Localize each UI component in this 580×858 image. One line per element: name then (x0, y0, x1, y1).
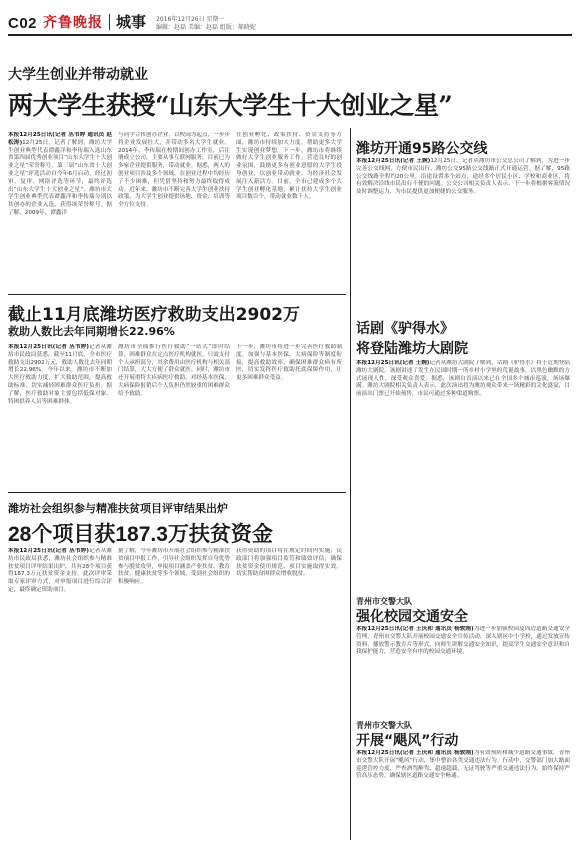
story2-col2 (118, 344, 230, 486)
story3-col1 (8, 548, 112, 688)
side4-headline: 开展“飓风”行动 (356, 733, 459, 749)
story2-rule (8, 294, 346, 295)
side1-headline: 潍坊开通95路公交线 (356, 141, 488, 157)
masthead-divider (109, 14, 110, 30)
side3-kicker: 青州市交警大队 (356, 597, 412, 606)
story3-kicker: 潍坊社会组织参与精准扶贫项目评审结果出炉 (8, 502, 228, 515)
bottom-margin (0, 845, 580, 858)
side3-byline: 本报12月25日讯(记者 王庆和 通讯员 杨敦刚) (356, 626, 474, 632)
column-divider (350, 128, 351, 840)
side2-body (356, 360, 570, 592)
side2-headline-line2: 将登陆潍坊大剧院 (356, 341, 468, 357)
main-story-text-1: 12月25日，记者了解到，潍坊大学生创业典型代表谭鑫洋和李传瑞入选山东省第四届优秀创业项目“山东大学生十大创业之星”荣誉称号。第三届“山东省十大创业之星”评选活动自今年6月启动，经过初审、复审、网络评选等环节，最终评选出“山东大学生十大创业之星”。潍坊市大学生创业典型代表谭鑫洋和李传瑞分别以其创办的企业入选，获得该荣誉称号。据了解，2009年，谭鑫洋 (8, 139, 112, 216)
edition-info (156, 16, 256, 32)
main-story-headline: 两大学生获授“山东大学生十大创业之星” (8, 91, 453, 120)
story3-headline: 28个项目获187.3万扶贫资金 (8, 523, 273, 546)
main-story-text-3: 在创业孵化、政策扶持、资金支持等方面，潍坊市持续加大力度，帮助更多大学生实现创业梦想。下一步，潍坊市将继续做好大学生创业服务工作，营造良好的创业氛围，鼓励更多有创业意愿的大学生投身创业，以创业带动就业，为经济社会发展注入新活力。目前，全市已建成多个大学生创业孵化基地，累计扶持大学生创业项目数百个，带动就业数千人。 (236, 132, 342, 201)
side1-text: 12月25日，记者从潍坊市公交总公司了解到，为进一步完善公交线网，方便市民出行，潍坊公交95路公交线路正式开通运营。据了解，95路公交线路全程约20公里，沿途设置多个站点，途经多个居民小区、学校和商业区，将有效解决沿线市民出行不便的问题。公交公司相关负责人表示，下一步将根据客流情况及时调整运力，为市民提供更加便捷的公交服务。 (356, 158, 570, 196)
side1-byline: 本报12月25日讯(记者 王婉) (356, 158, 431, 164)
story2-headline: 截止11月底潍坊医疗救助支出2902万 (8, 305, 300, 325)
story2-text-1: 记者从潍坊市民政局获悉，截至11月底，全市医疗救助支出2902万元，救助人数比去年同期增长22.96%。今年以来，潍坊市不断加大医疗救助力度，扩大救助范围，提高救助标准，切实减轻困难群众医疗负担。据了解，医疗救助对象主要包括低保对象、特困供养人员等困难群体。 (8, 344, 112, 405)
edition-credits: 编辑：赵磊 美编：赵磊 组版：郝晓妮 (156, 24, 256, 31)
side4-byline: 本报12月25日讯(记者 王庆和 通讯员 杨敦刚) (356, 750, 474, 756)
story2-subheadline: 救助人数比去年同期增长22.96% (8, 325, 175, 338)
page-code: C02 (8, 15, 38, 32)
side3-body (356, 626, 570, 718)
side4-kicker: 青州市交警大队 (356, 721, 412, 730)
side4-text: 为有效预防和减少道路交通事故，青州市交警大队开展“飓风”行动，集中整治各类交通违法行为。行动中，交警部门加大路面巡逻管控力度，严查酒驾醉驾、超速超载、无证驾驶等严重交通违法行为，始终保持严管高压态势，确保辖区道路交通安全畅通。 (356, 750, 570, 780)
story2-text-3: 下一步，潍坊市将进一步完善医疗救助制度，加强与基本医保、大病保险等制度衔接，提高救助效率，确保困难群众病有所医，切实发挥医疗救助托底保障作用，让更多困难群众受益。 (236, 344, 342, 382)
main-story-kicker: 大学生创业并带动就业 (8, 67, 148, 83)
story3-text-1: 记者从潍坊市民政局获悉，潍坊社会组织参与精准扶贫项目评审结果出炉，共有28个项目获得187.3万元扶贫资金支持。此次评审采取专家评审方式，对申报项目进行综合评定，最终确定资助项目。 (8, 548, 112, 593)
masthead-rule (8, 34, 572, 36)
story2-text-2: 潍坊市全面推行医疗救助“一站式”即时结算，困难群众在定点医疗机构就医，只需支付个人承担部分，其余费用由医疗机构与相关部门结算，大大方便了群众就医。同时，潍坊市还开展重特大疾病医疗救助，对经基本医保、大病保险报销后个人负担仍然较重的困难群众给予救助。 (118, 344, 230, 397)
story3-text-3: 获得资助的项目将在规定时间内实施，民政部门将加强项目监管和绩效评估，确保扶贫资金使用规范、项目实施取得实效，切实帮助贫困群众增收脱贫。 (236, 548, 342, 578)
story3-rule (8, 492, 346, 493)
side3-headline: 强化校园交通安全 (356, 609, 468, 625)
story2-byline: 本报12月25日讯(记者 丛书婷) (8, 344, 89, 350)
edition-date: 2016年12月26日 星期一 (156, 16, 225, 23)
side4-body (356, 750, 570, 842)
story3-col2 (118, 548, 230, 688)
main-story-col3 (236, 132, 342, 290)
story3-byline: 本报12月25日讯(记者 丛书婷) (8, 548, 89, 554)
side1-body (356, 158, 570, 316)
story2-col3 (236, 344, 342, 486)
section-name: 城事 (116, 13, 147, 31)
paper-logo: 齐鲁晚报 (43, 15, 104, 31)
story3-text-2: 据了解，今年潍坊市开展社会组织参与精准扶贫项目申报工作，引导社会组织发挥自身优势参与脱贫攻坚，申报项目涵盖产业扶贫、教育扶贫、健康扶贫等多个领域，受到社会组织的积极响应。 (118, 548, 230, 586)
masthead (8, 6, 572, 32)
main-story-col1 (8, 132, 112, 290)
main-story-byline: 本报12月25日讯(记者 丛书婷 通讯员 赵松涛) (8, 132, 112, 146)
story3-col3 (236, 548, 342, 688)
main-story-text-2: 与同学合伙创办企业，以校园为起点，一步步将企业发展壮大，并带动多名大学生就业。2014年，李传瑞在校期间创办工作室，后注册成立公司，主要从事互联网服务，目前已为多家企业提供服务，带动就业。据悉，两人的创业项目涉及多个领域，在创业过程中均经历了不少困难，但凭借坚持和努力最终取得成功。近年来，潍坊市不断完善大学生创业扶持政策，为大学生创业提供场地、资金、培训等全方位支持。 (118, 132, 230, 209)
main-story-col2 (118, 132, 230, 290)
story2-col1 (8, 344, 112, 486)
side2-byline: 本报12月25日讯(记者 王婉) (356, 360, 430, 366)
side3-text: 为进一步加强校园及周边道路交通安全管理，青州市交警大队开展校园交通安全宣传活动，深入辖区中小学校，通过发放宣传资料、播放警示教育片等形式，向师生讲解交通安全知识，提高学生交通安全意识和自我保护能力，营造安全有序的校园交通环境。 (356, 626, 570, 656)
side2-headline-line1: 话剧《驴得水》 (356, 321, 454, 337)
side2-text: 记者从潍坊大剧院了解到，话剧《驴得水》将于近期登陆潍坊大剧院。该剧讲述了发生在民国时期一所乡村小学里的荒诞故事，以黑色幽默的方式展现人性，深受观众喜爱。据悉，该剧自首演以来已在全国多个城市巡演，场场爆满。潍坊大剧院相关负责人表示，此次演出将为潍坊观众带来一场精彩的文化盛宴，目前演出门票已开始预售，市民可通过多种渠道购票。 (356, 360, 570, 398)
